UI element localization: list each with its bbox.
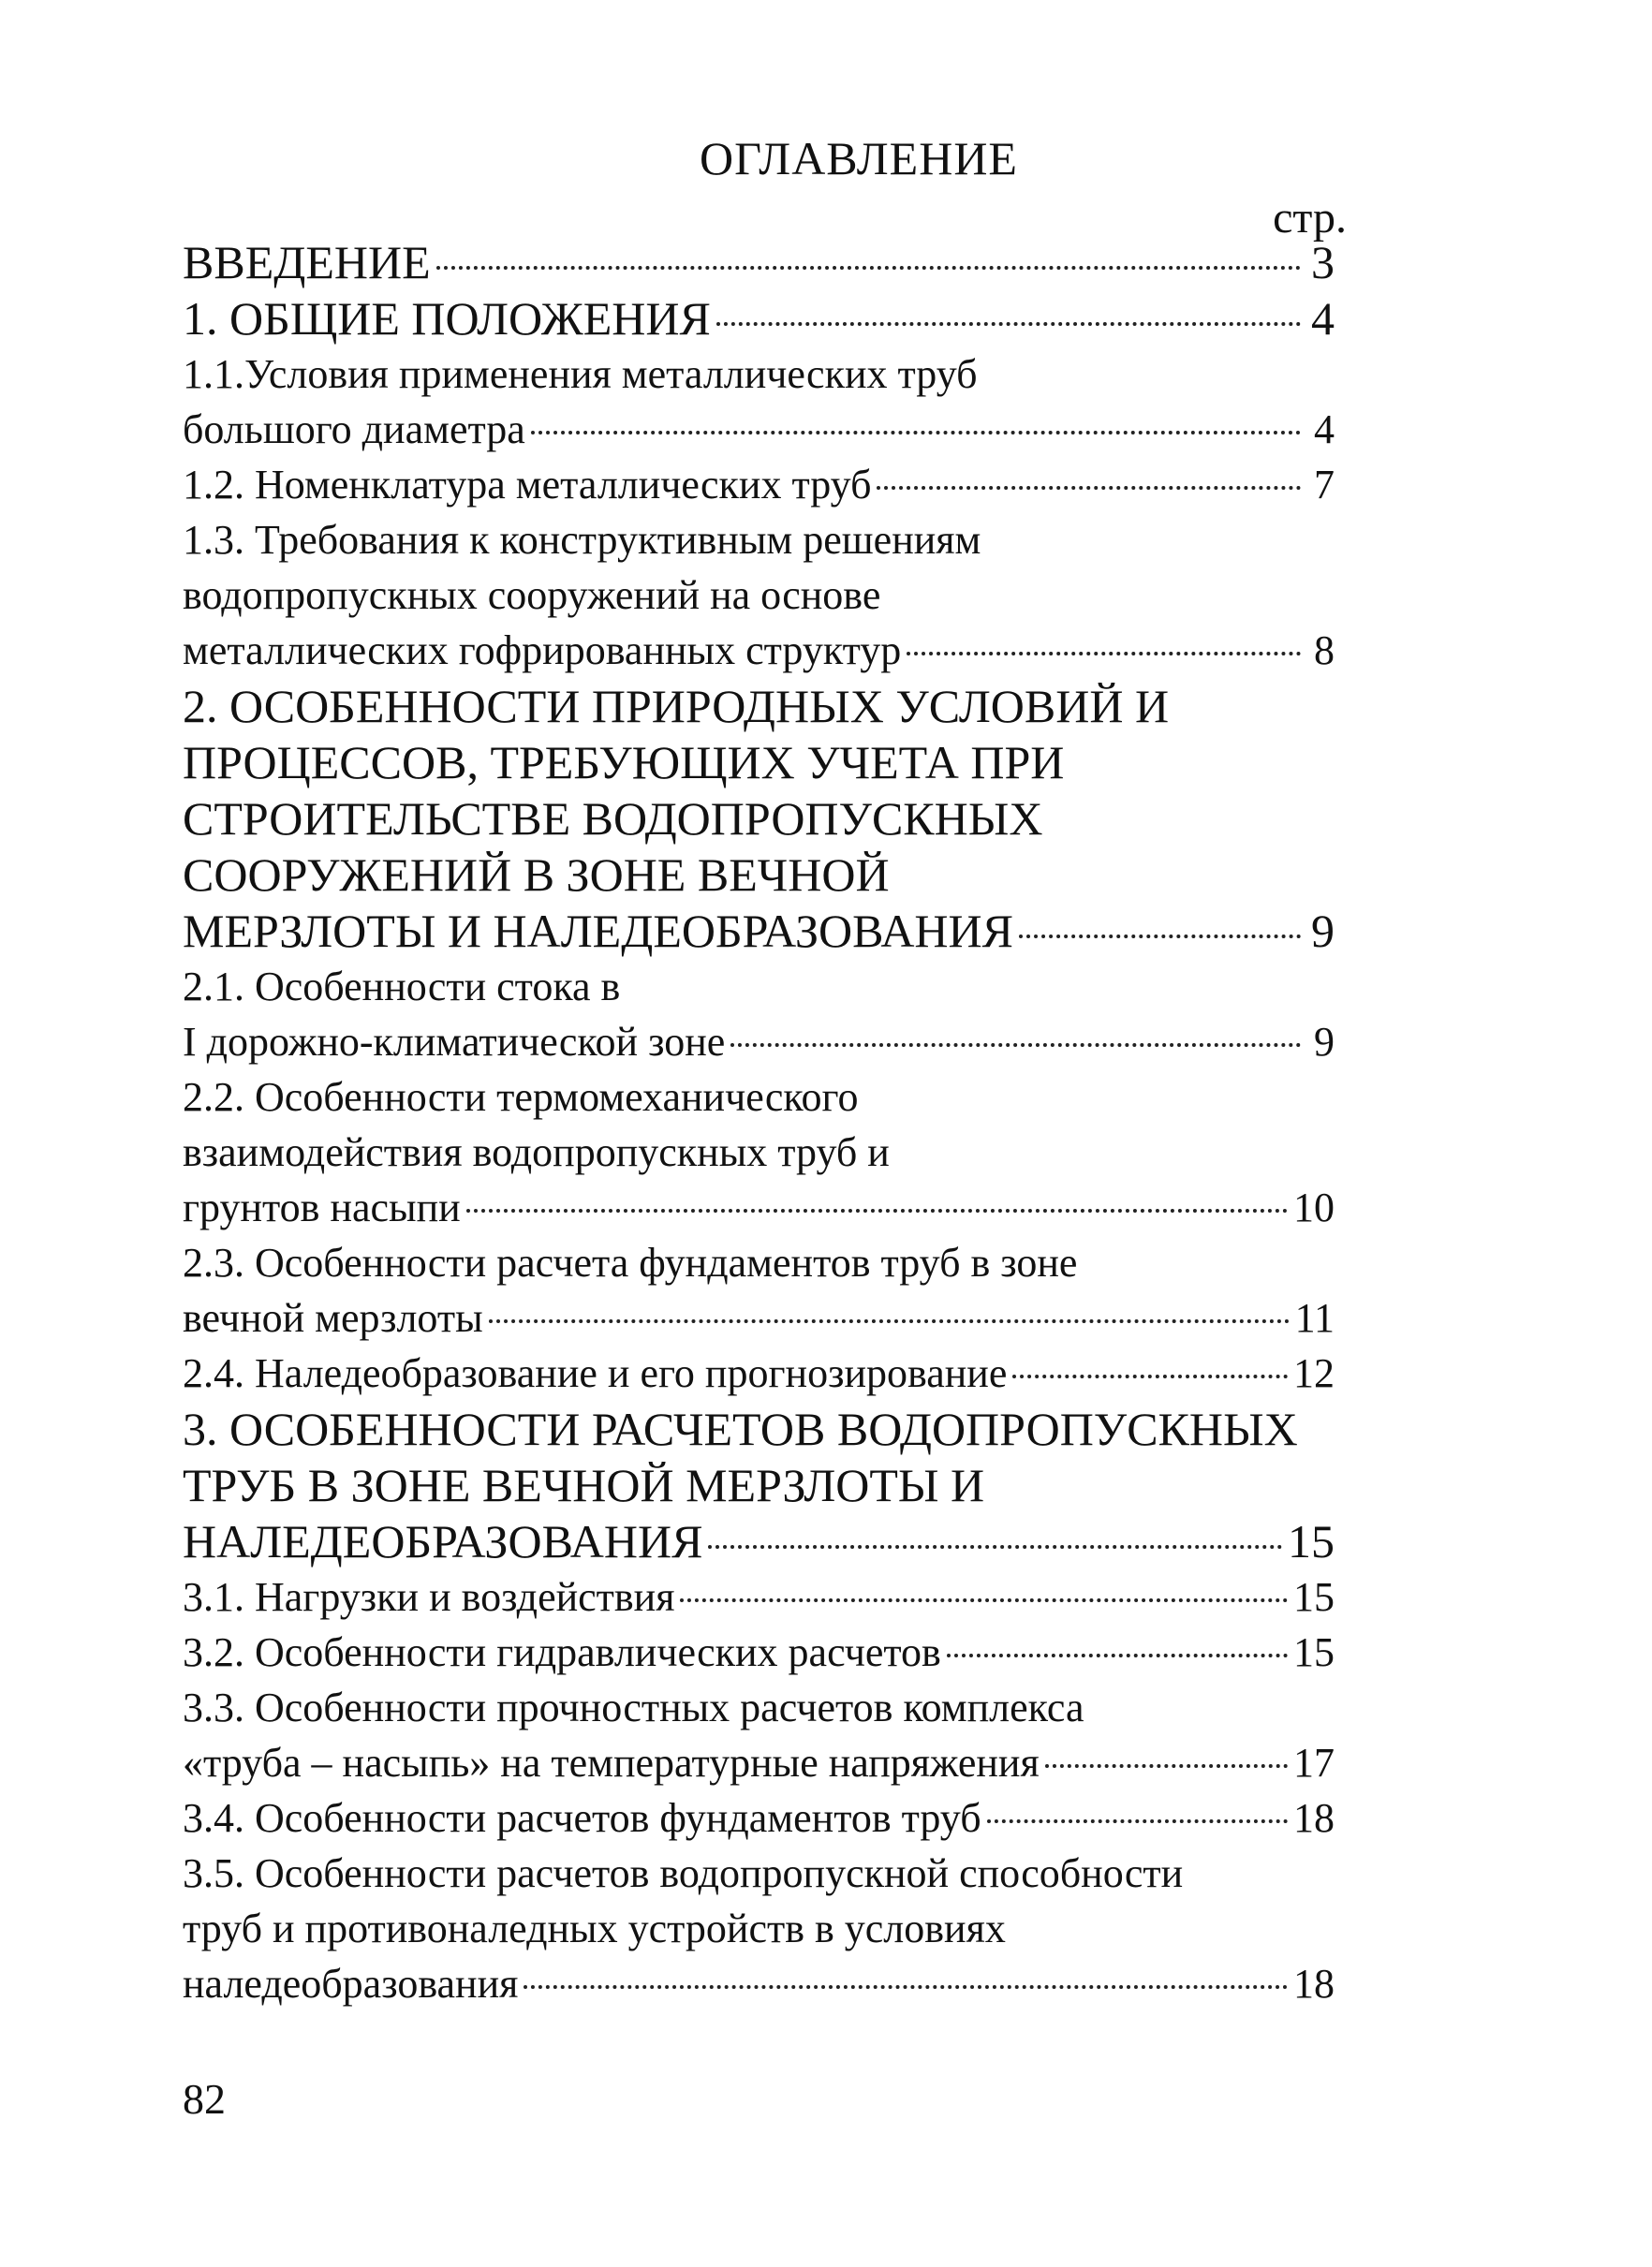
toc-entry-text: 2.2. Особенности термомеханического <box>183 1074 859 1120</box>
dot-leader <box>1019 935 1301 938</box>
toc-entry-text: 1. ОБЩИЕ ПОЛОЖЕНИЯ <box>183 292 711 345</box>
toc-entry-line <box>183 846 1335 903</box>
toc-entry <box>183 1346 1335 1401</box>
toc-page-number: 18 <box>1293 1795 1335 1841</box>
toc-entry-line <box>183 512 1335 567</box>
toc-entry-text: металлических гофрированных структур <box>183 627 902 673</box>
toc-page-number: 3 <box>1311 236 1335 288</box>
toc-entry <box>183 457 1335 512</box>
dot-leader <box>1045 1764 1288 1768</box>
toc-entry-line <box>183 1846 1335 1901</box>
dot-leader <box>524 1985 1288 1989</box>
toc-entry-text: СООРУЖЕНИЙ В ЗОНЕ ВЕЧНОЙ <box>183 848 890 901</box>
toc-entry-line <box>183 959 1335 1014</box>
toc-page-number: 11 <box>1294 1295 1335 1341</box>
page-title: ОГЛАВЛЕНИЕ <box>700 132 1018 184</box>
toc-entry-text: 3.5. Особенности расчетов водопропускной способности <box>183 1850 1184 1896</box>
toc-page-number: 8 <box>1314 627 1335 673</box>
toc-page-number: 12 <box>1293 1350 1335 1396</box>
toc-entry-text: грунтов насыпи <box>183 1185 461 1230</box>
dot-leader <box>708 1545 1282 1549</box>
toc-entry-text: I дорожно-климатической зоне <box>183 1019 726 1065</box>
toc-entry-line <box>183 1180 1335 1235</box>
toc-entry-text: 1.2. Номенклатура металлических труб <box>183 462 872 508</box>
dot-leader <box>877 486 1301 490</box>
dot-leader <box>907 652 1301 655</box>
toc-entry-text: ВВЕДЕНИЕ <box>183 236 431 288</box>
toc-entry-line <box>183 346 1335 402</box>
toc-entry-line <box>183 903 1335 959</box>
toc-entry <box>183 290 1335 346</box>
toc-entry-text: 3.2. Особенности гидравлических расчетов <box>183 1629 941 1675</box>
toc-entry <box>183 1680 1335 1790</box>
toc-entry-line <box>183 1235 1335 1290</box>
toc-page-number: 9 <box>1311 905 1335 957</box>
toc-entry-text: СТРОИТЕЛЬСТВЕ ВОДОПРОПУСКНЫХ <box>183 792 1043 845</box>
toc-page-number: 18 <box>1293 1961 1335 2007</box>
toc-entry-line <box>183 1956 1335 2011</box>
toc-entry-text: ТРУБ В ЗОНЕ ВЕЧНОЙ МЕРЗЛОТЫ И <box>183 1459 985 1511</box>
toc-entry <box>183 1235 1335 1346</box>
toc-page-number: 15 <box>1293 1629 1335 1675</box>
toc-page-number: 17 <box>1293 1740 1335 1786</box>
toc-entry-line <box>183 1346 1335 1401</box>
toc-entry-text: водопропускных сооружений на основе <box>183 572 881 618</box>
toc-entry <box>183 1401 1335 1569</box>
toc-entry-text: «труба – насыпь» на температурные напряжения <box>183 1740 1040 1786</box>
toc-entry <box>183 346 1335 457</box>
toc-entry-line <box>183 1457 1335 1513</box>
dot-leader <box>531 431 1301 434</box>
toc-entry-line <box>183 1401 1335 1457</box>
toc-entry-text: вечной мерзлоты <box>183 1295 483 1341</box>
toc-entry-line <box>183 1569 1335 1625</box>
toc-entry <box>183 1069 1335 1235</box>
toc-entry-text: 3.1. Нагрузки и воздействия <box>183 1574 675 1620</box>
toc-entry-text: ПРОЦЕССОВ, ТРЕБУЮЩИХ УЧЕТА ПРИ <box>183 736 1065 788</box>
toc-entry-text: НАЛЕДЕОБРАЗОВАНИЯ <box>183 1515 703 1568</box>
table-of-contents <box>183 234 1335 2011</box>
toc-entry-line <box>183 402 1335 457</box>
toc-entry-line <box>183 457 1335 512</box>
toc-entry <box>183 1846 1335 2011</box>
dot-leader <box>1012 1375 1288 1378</box>
toc-entry <box>183 1569 1335 1625</box>
toc-entry-line <box>183 290 1335 346</box>
toc-entry-text: 3.4. Особенности расчетов фундаментов труб <box>183 1795 981 1841</box>
page-column-label: стр. <box>1273 193 1347 243</box>
toc-page-number: 15 <box>1293 1574 1335 1620</box>
toc-entry <box>183 234 1335 290</box>
toc-entry-text: труб и противоналедных устройств в условиях <box>183 1906 1006 1951</box>
toc-entry <box>183 959 1335 1069</box>
toc-page-number: 4 <box>1311 292 1335 345</box>
dot-leader <box>436 266 1301 270</box>
toc-entry-line <box>183 1790 1335 1846</box>
dot-leader <box>987 1819 1288 1823</box>
toc-entry-line <box>183 234 1335 290</box>
toc-entry-line <box>183 1625 1335 1680</box>
toc-entry-line <box>183 1014 1335 1069</box>
toc-entry-line <box>183 1735 1335 1790</box>
toc-entry-text: 3.3. Особенности прочностных расчетов комплекса <box>183 1685 1084 1730</box>
toc-entry-line <box>183 1290 1335 1346</box>
dot-leader <box>680 1598 1288 1602</box>
toc-entry-text: наледеобразования <box>183 1961 519 2007</box>
toc-entry-text: 1.1.Условия применения металлических труб <box>183 351 978 397</box>
toc-entry-line <box>183 623 1335 678</box>
toc-page-number: 15 <box>1288 1515 1335 1568</box>
toc-page-number: 10 <box>1293 1185 1335 1230</box>
toc-entry <box>183 1790 1335 1846</box>
toc-page-number: 9 <box>1314 1019 1335 1065</box>
toc-entry-line <box>183 734 1335 790</box>
toc-entry-text: 2.3. Особенности расчета фундаментов труб в зоне <box>183 1240 1078 1286</box>
dot-leader <box>716 322 1301 326</box>
toc-entry-line <box>183 1901 1335 1956</box>
toc-entry-text: 2. ОСОБЕННОСТИ ПРИРОДНЫХ УСЛОВИЙ И <box>183 680 1170 732</box>
dot-leader <box>730 1043 1301 1047</box>
toc-entry <box>183 678 1335 959</box>
toc-page-number: 4 <box>1314 406 1335 452</box>
toc-entry-text: большого диаметра <box>183 406 525 452</box>
toc-entry-line <box>183 1680 1335 1735</box>
dot-leader <box>947 1654 1288 1657</box>
dot-leader <box>466 1209 1288 1213</box>
toc-entry-text: 1.3. Требования к конструктивным решениям <box>183 517 981 563</box>
dot-leader <box>489 1319 1290 1323</box>
toc-entry-text: взаимодействия водопропускных труб и <box>183 1129 890 1175</box>
toc-page-number: 7 <box>1314 462 1335 508</box>
toc-entry-line <box>183 1069 1335 1125</box>
toc-entry-line <box>183 678 1335 734</box>
toc-entry-text: МЕРЗЛОТЫ И НАЛЕДЕОБРАЗОВАНИЯ <box>183 905 1013 957</box>
toc-entry-line <box>183 1125 1335 1180</box>
toc-entry-line <box>183 790 1335 846</box>
toc-entry-line <box>183 1513 1335 1569</box>
page-number: 82 <box>183 2075 226 2123</box>
toc-entry-text: 2.4. Наледеобразование и его прогнозирование <box>183 1350 1008 1396</box>
toc-entry <box>183 512 1335 678</box>
toc-entry <box>183 1625 1335 1680</box>
toc-entry-line <box>183 567 1335 623</box>
toc-entry-text: 3. ОСОБЕННОСТИ РАСЧЕТОВ ВОДОПРОПУСКНЫХ <box>183 1403 1298 1455</box>
toc-entry-text: 2.1. Особенности стока в <box>183 964 621 1009</box>
